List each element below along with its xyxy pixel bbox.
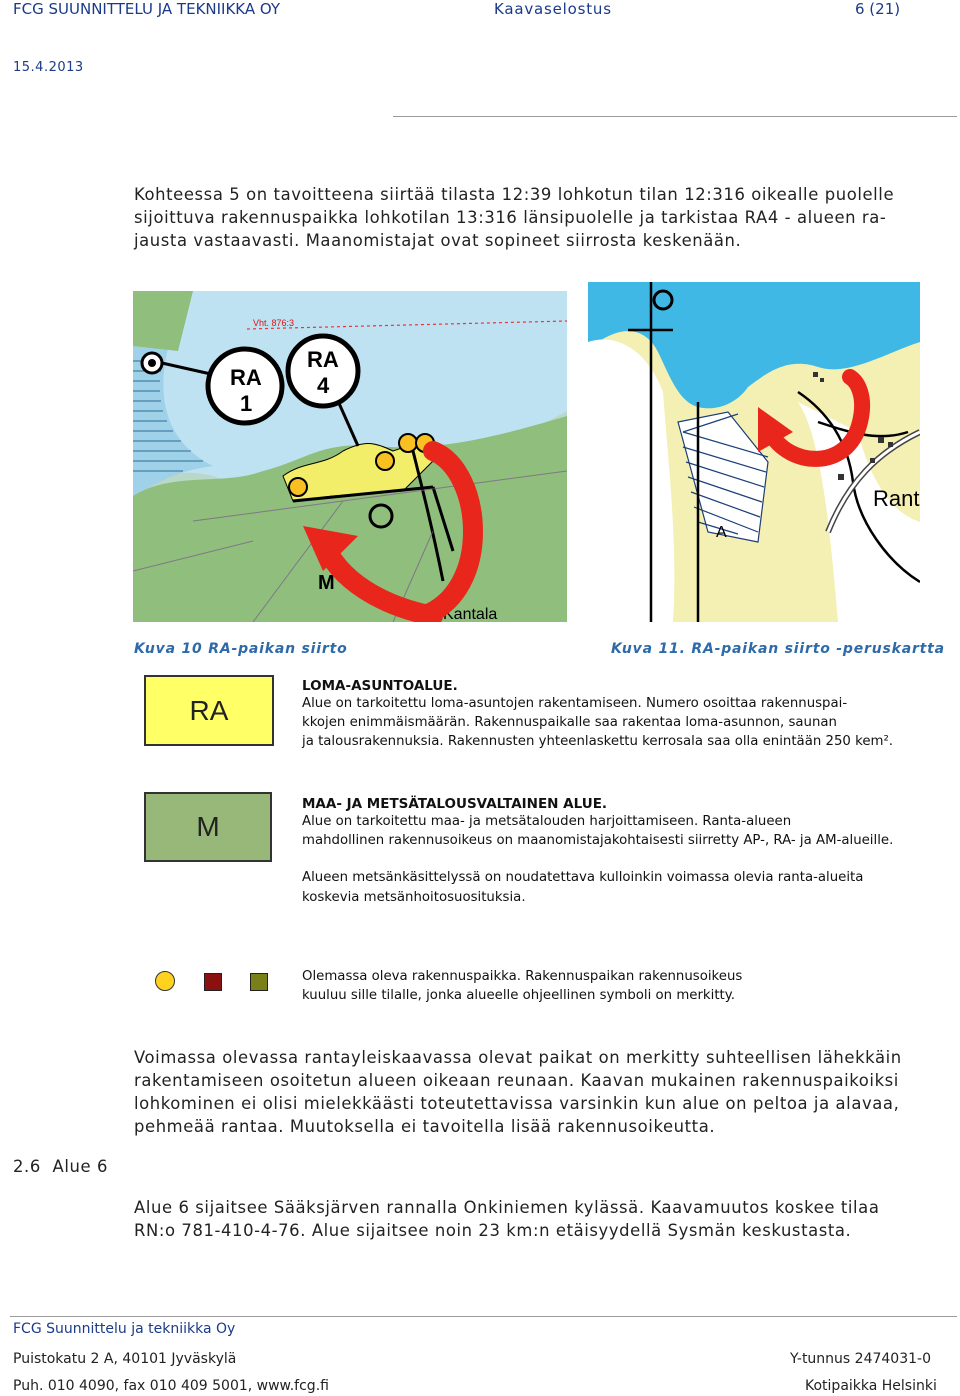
map-label-ra4-number: 4 bbox=[317, 373, 330, 398]
legend-ra-line: kkojen enimmäismäärän. Rakennuspaikalle saa rakentaa loma-asunnon, saunan bbox=[302, 715, 837, 731]
legend-m-line: Alueen metsänkäsittelyssä on noudatettava kulloinkin voimassa olevia ranta-alueita bbox=[302, 870, 864, 886]
legend-ra-symbol: RA bbox=[144, 675, 274, 746]
map-label-a: A bbox=[716, 524, 727, 541]
map-ra-relocation-graphic bbox=[133, 291, 567, 622]
legend-ra-title: LOMA-ASUNTOALUE. bbox=[302, 678, 458, 694]
legend-m-line: koskevia metsänhoitosuosituksia. bbox=[302, 889, 526, 905]
text-line: jausta vastaavasti. Maanomistajat ovat sopineet siirrosta keskenään. bbox=[134, 231, 742, 250]
legend-m-line: mahdollinen rakennusoikeus on maanomistajakohtaisesti siirretty AP-, RA- ja AM-alueille. bbox=[302, 833, 894, 849]
header-company: FCG SUUNNITTELU JA TEKNIIKKA OY bbox=[13, 0, 281, 18]
map-label-ra4: RA bbox=[307, 347, 339, 372]
header-rule bbox=[393, 116, 957, 117]
legend-m-line: Alue on tarkoitettu maa- ja metsätalouden harjoittamiseen. Ranta-alueen bbox=[302, 814, 792, 829]
text-line: lohkominen ei olisi mielekkäästi toteutettavissa varsinkin kun alue on peltoa ja alavaa, bbox=[134, 1094, 900, 1113]
section-title: Alue 6 bbox=[52, 1157, 108, 1176]
header-date: 15.4.2013 bbox=[13, 60, 84, 75]
map-label-ra1-number: 1 bbox=[240, 391, 253, 416]
footer-company: FCG Suunnittelu ja tekniikka Oy bbox=[13, 1321, 236, 1337]
map-label-rant: Rant bbox=[873, 486, 920, 511]
footer-address: Puistokatu 2 A, 40101 Jyväskylä bbox=[13, 1351, 237, 1367]
text-line: Voimassa olevassa rantayleiskaavassa olevat paikat on merkitty suhteellisen lähekkäin bbox=[134, 1048, 902, 1067]
map-base-map bbox=[588, 282, 920, 622]
text-line: sijoittuva rakennuspaikka lohkotilan 13:316 länsipuolelle ja tarkistaa RA4 - alueen ra- bbox=[134, 208, 887, 227]
legend-symbols-line: Olemassa oleva rakennuspaikka. Rakennuspaikan rakennusoikeus bbox=[302, 969, 743, 984]
map-ra-relocation bbox=[133, 291, 567, 622]
section-number: 2.6 bbox=[13, 1157, 41, 1176]
map-label-place: Kantala bbox=[443, 606, 498, 622]
header-page-number: 6 (21) bbox=[855, 0, 901, 18]
legend-existing-site-circle-icon bbox=[155, 971, 175, 991]
legend-symbols-line: kuuluu sille tilalle, jonka alueelle ohjeellinen symboli on merkitty. bbox=[302, 988, 735, 1004]
legend-red-square-icon bbox=[204, 973, 222, 991]
footer-ytunnus: Y-tunnus 2474031-0 bbox=[790, 1351, 931, 1367]
legend-m-line bbox=[302, 850, 952, 868]
legend-symbols-description bbox=[302, 967, 952, 1005]
text-line: rakentamiseen osoitetun alueen oikeaan reunaan. Kaavan mukainen rakennuspaikoiksi bbox=[134, 1071, 899, 1090]
legend-m-symbol: M bbox=[144, 792, 272, 862]
map-label-ra1: RA bbox=[230, 365, 262, 390]
legend-ra-description bbox=[302, 678, 952, 752]
paragraph-area-6 bbox=[134, 1196, 954, 1242]
legend-olive-square-icon bbox=[250, 973, 268, 991]
text-line: Alue 6 sijaitsee Sääksjärven rannalla Onkiniemen kylässä. Kaavamuutos koskee tilaa bbox=[134, 1198, 880, 1217]
caption-figure-11: Kuva 11. RA-paikan siirto -peruskartta bbox=[611, 641, 945, 657]
legend-m-description bbox=[302, 796, 952, 907]
map-label-vht: Vht. 876:3 bbox=[253, 318, 295, 328]
legend-ra-line: ja talousrakennuksia. Rakennusten yhteenlaskettu kerrosala saa olla enintään 250 kem². bbox=[302, 734, 894, 750]
footer-rule bbox=[10, 1316, 957, 1317]
header-doc-type: Kaavaselostus bbox=[494, 0, 612, 18]
footer-domicile: Kotipaikka Helsinki bbox=[805, 1378, 937, 1394]
legend-m-title: MAA- JA METSÄTALOUSVALTAINEN ALUE. bbox=[302, 796, 608, 812]
text-line: pehmeää rantaa. Muutoksella ei tavoitella lisää rakennusoikeutta. bbox=[134, 1117, 716, 1136]
map-base-map-graphic bbox=[588, 282, 920, 622]
caption-figure-10: Kuva 10 RA-paikan siirto bbox=[134, 641, 348, 657]
map-label-m: M bbox=[318, 572, 335, 594]
section-heading bbox=[13, 1155, 108, 1178]
paragraph-current-plan bbox=[134, 1046, 954, 1138]
legend-ra-line: Alue on tarkoitettu loma-asuntojen rakentamiseen. Numero osoittaa rakennuspai- bbox=[302, 696, 848, 711]
footer-phone: Puh. 010 4090, fax 010 409 5001, www.fcg.fi bbox=[13, 1378, 329, 1394]
text-line: Kohteessa 5 on tavoitteena siirtää tilasta 12:39 lohkotun tilan 12:316 oikealle puolelle bbox=[134, 185, 895, 204]
text-line: RN:o 781-410-4-76. Alue sijaitsee noin 23 km:n etäisyydellä Sysmän keskustasta. bbox=[134, 1221, 852, 1240]
intro-paragraph bbox=[134, 183, 954, 252]
